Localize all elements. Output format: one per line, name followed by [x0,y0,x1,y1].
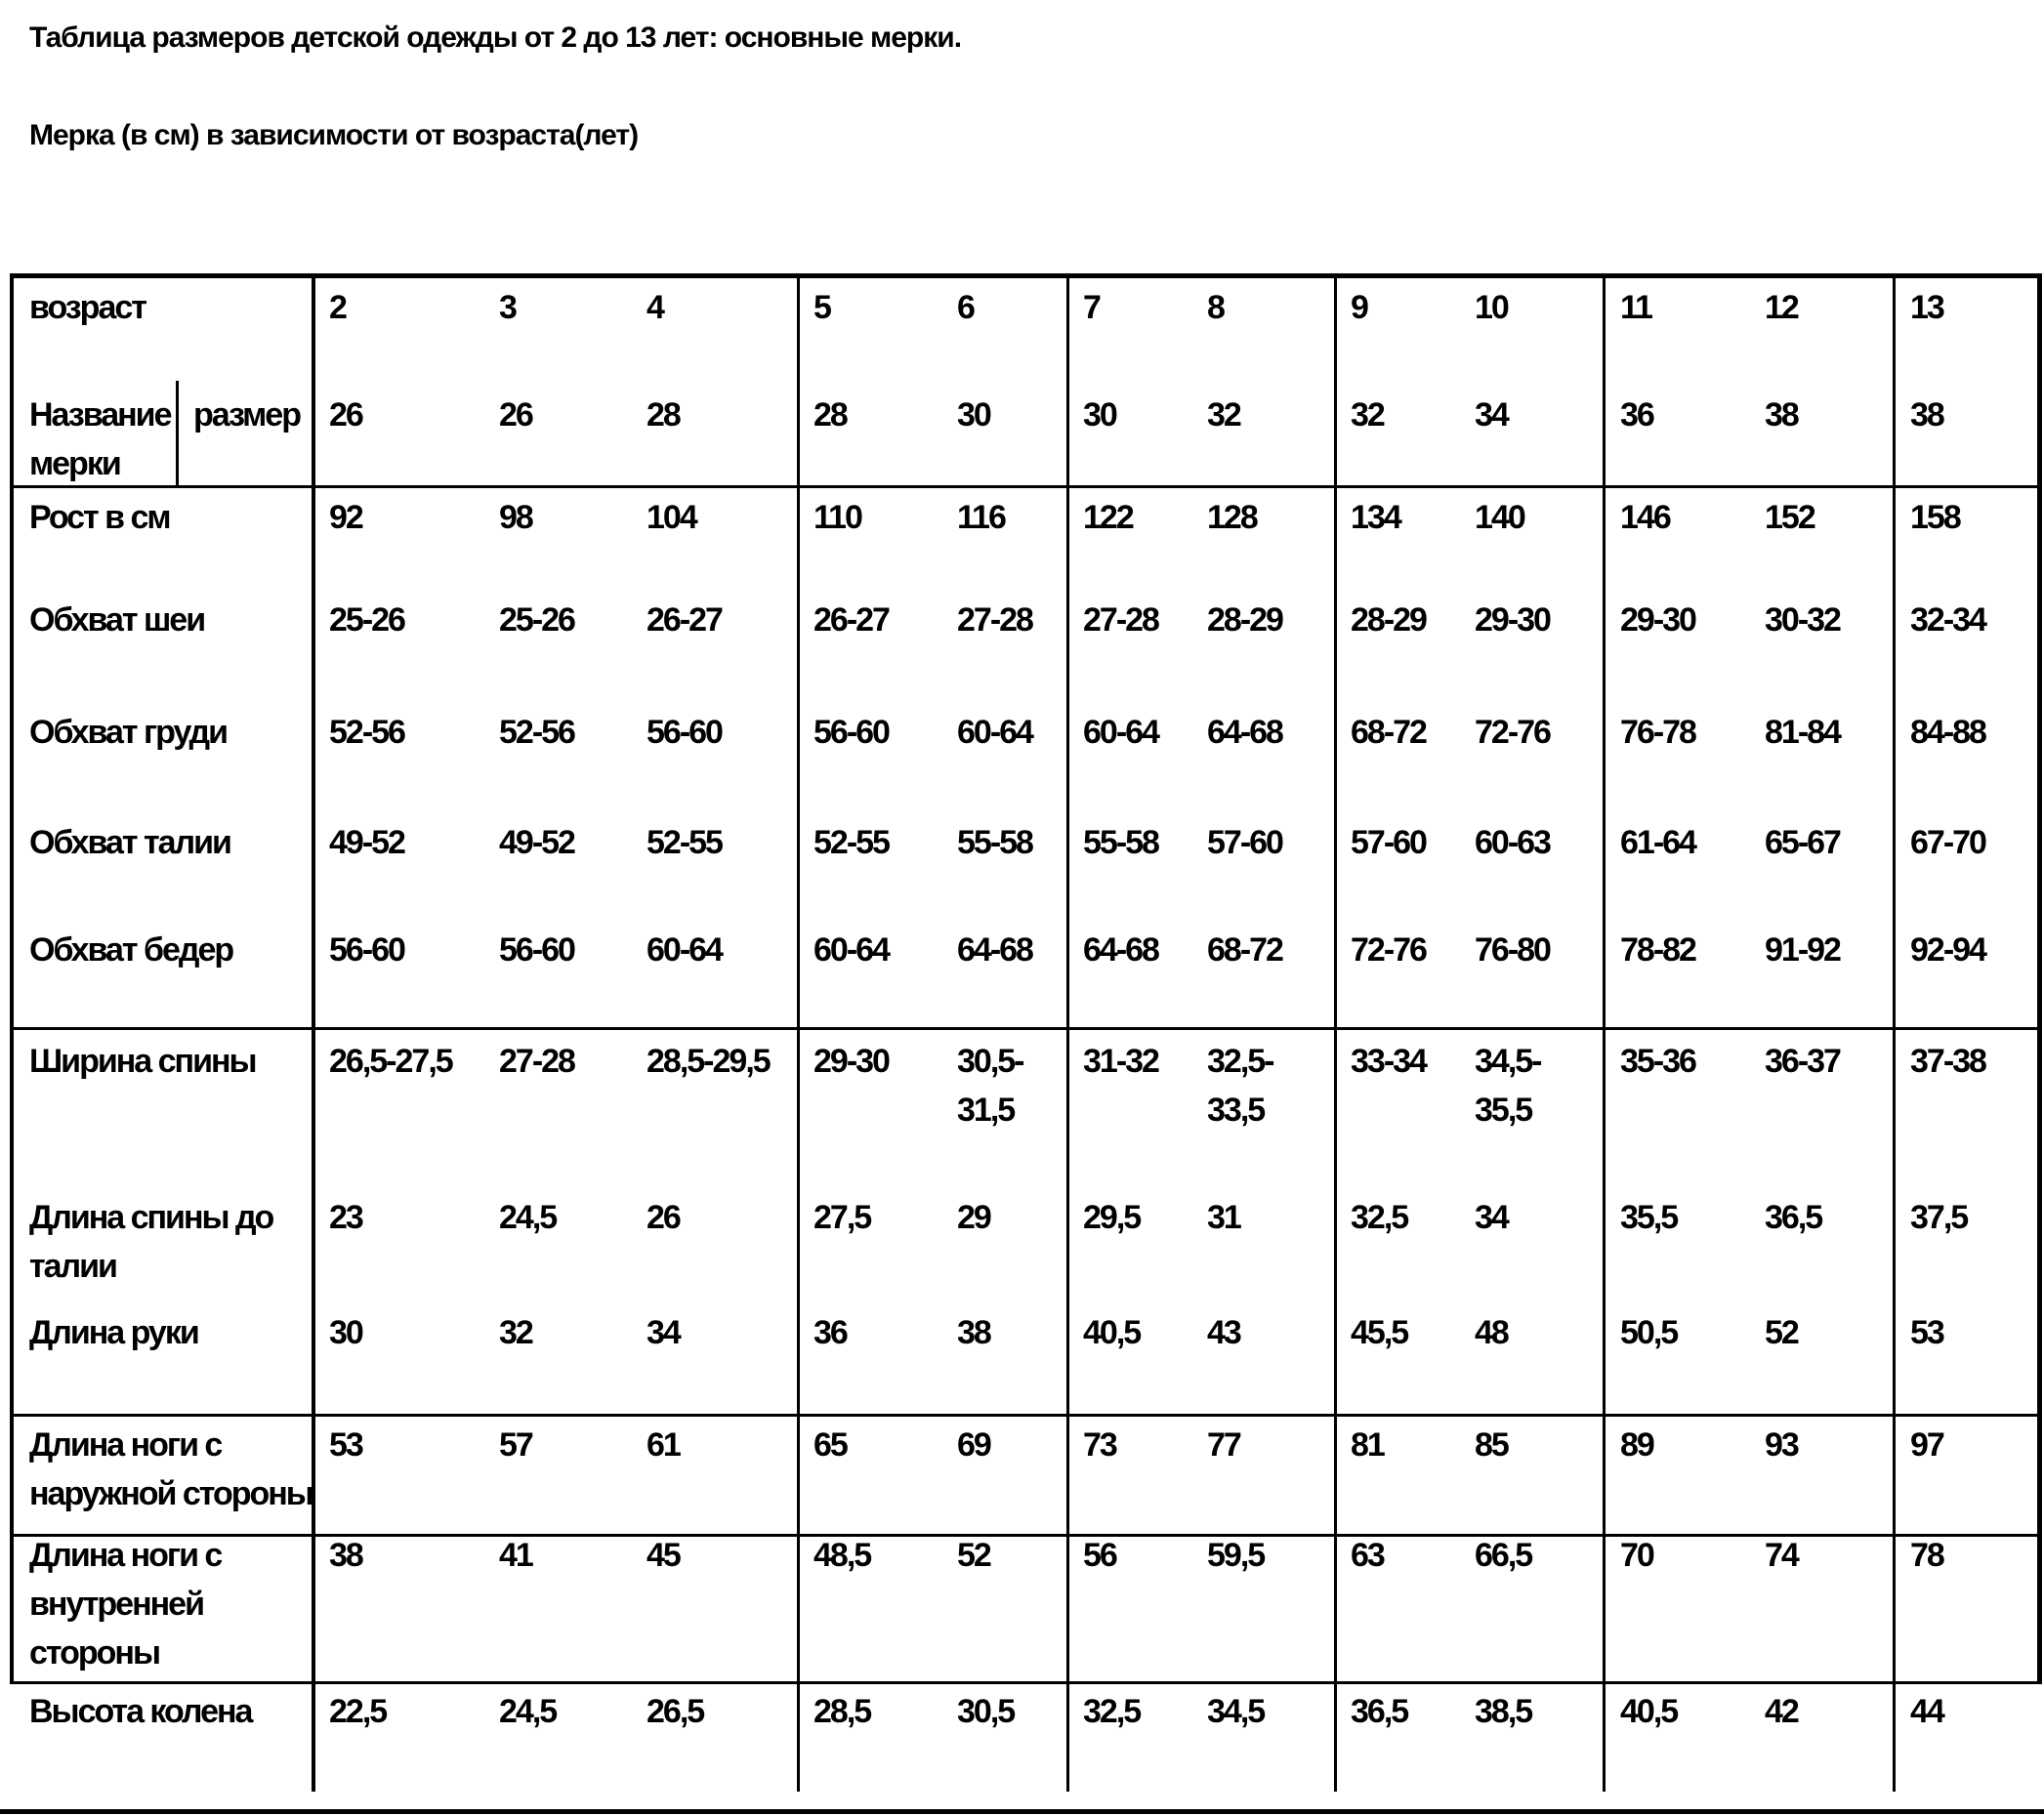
measure-value: 93 [1765,1426,1798,1464]
age-value: 10 [1475,289,1508,326]
size-value: 32 [1207,396,1240,433]
measure-label: внутренней [29,1586,203,1623]
measure-value: 78 [1910,1537,1943,1574]
measure-value: 31 [1207,1199,1240,1236]
measure-value: 28-29 [1207,601,1282,639]
size-value: 30 [1083,396,1116,433]
measure-value: 50,5 [1620,1314,1678,1351]
size-value: 38 [1910,396,1943,433]
measure-value: 29-30 [813,1043,889,1080]
measure-value: 152 [1765,499,1815,536]
measure-value: 66,5 [1475,1537,1532,1574]
measure-value: 31,5 [957,1092,1015,1129]
measure-value: 36-37 [1765,1043,1840,1080]
column-divider [1334,273,1337,1792]
label-split-divider [176,381,179,488]
measure-value: 69 [957,1426,990,1464]
measure-value: 32,5- [1207,1043,1273,1080]
table-left-border [10,273,14,1684]
measure-value: 30,5 [957,1693,1015,1730]
measure-label: стороны [29,1634,159,1672]
measure-value: 32-34 [1910,601,1985,639]
column-divider [312,273,315,1792]
measure-value: 52-56 [329,714,404,751]
size-value: 26 [329,396,362,433]
column-divider [797,273,800,1792]
measure-value: 61 [647,1426,680,1464]
measure-value: 30,5- [957,1043,1023,1080]
measure-value: 74 [1765,1537,1798,1574]
column-divider [1603,273,1606,1792]
measure-value: 134 [1351,499,1400,536]
measure-value: 45 [647,1537,680,1574]
measure-value: 56-60 [813,714,889,751]
measure-label: талии [29,1248,116,1285]
measure-value: 67-70 [1910,824,1985,861]
size-value: 26 [499,396,532,433]
measure-value: 29,5 [1083,1199,1141,1236]
measure-value: 60-64 [1083,714,1158,751]
measure-value: 33-34 [1351,1043,1426,1080]
measure-value: 35,5 [1620,1199,1678,1236]
measure-value: 110 [813,499,861,536]
measure-value: 34 [647,1314,680,1351]
measure-value: 36,5 [1765,1199,1822,1236]
measure-value: 77 [1207,1426,1240,1464]
measure-value: 140 [1475,499,1524,536]
measure-value: 52 [1765,1314,1798,1351]
measure-value: 52 [957,1537,990,1574]
measure-value: 76-78 [1620,714,1695,751]
measure-label: Длина ноги с [29,1537,222,1574]
size-value: 32 [1351,396,1384,433]
age-value: 8 [1207,289,1224,326]
measure-value: 24,5 [499,1199,557,1236]
measure-value: 23 [329,1199,362,1236]
measure-value: 76-80 [1475,931,1550,969]
age-value: 7 [1083,289,1100,326]
measure-value: 89 [1620,1426,1653,1464]
measure-value: 57-60 [1351,824,1426,861]
measure-value: 44 [1910,1693,1943,1730]
age-value: 5 [813,289,830,326]
age-value: 9 [1351,289,1367,326]
measure-value: 158 [1910,499,1960,536]
column-divider [1066,273,1069,1792]
age-value: 13 [1910,289,1943,326]
measure-value: 116 [957,499,1005,536]
measure-value: 32 [499,1314,532,1351]
measure-value: 27-28 [499,1043,574,1080]
measure-value: 60-64 [957,714,1032,751]
measure-value: 29 [957,1199,990,1236]
measure-value: 91-92 [1765,931,1840,969]
measure-label: Длина ноги с [29,1426,222,1464]
measure-value: 30 [329,1314,362,1351]
measure-value: 49-52 [329,824,404,861]
measure-value: 34,5 [1207,1693,1265,1730]
measure-value: 26,5-27,5 [329,1043,452,1080]
measure-name-label: мерки [29,445,120,482]
measure-value: 28-29 [1351,601,1426,639]
measure-value: 84-88 [1910,714,1985,751]
measure-value: 38 [957,1314,990,1351]
measure-value: 25-26 [329,601,404,639]
measure-value: 24,5 [499,1693,557,1730]
measure-name-label: Название [29,396,171,433]
measure-value: 56 [1083,1537,1116,1574]
age-value: 6 [957,289,974,326]
measure-label: Ширина спины [29,1043,256,1080]
size-value: 38 [1765,396,1798,433]
measure-value: 37-38 [1910,1043,1985,1080]
measure-value: 36 [813,1314,847,1351]
measure-value: 72-76 [1475,714,1550,751]
measure-value: 38 [329,1537,362,1574]
measure-value: 27,5 [813,1199,871,1236]
measure-value: 56-60 [499,931,574,969]
measure-value: 53 [1910,1314,1943,1351]
measure-value: 27-28 [1083,601,1158,639]
measure-value: 25-26 [499,601,574,639]
measure-value: 70 [1620,1537,1653,1574]
measure-value: 92 [329,499,362,536]
measure-label: Длина руки [29,1314,198,1351]
measure-value: 45,5 [1351,1314,1408,1351]
measure-value: 28,5 [813,1693,871,1730]
measure-value: 28,5-29,5 [647,1043,770,1080]
measure-value: 78-82 [1620,931,1695,969]
measure-value: 73 [1083,1426,1116,1464]
measure-value: 65 [813,1426,847,1464]
measure-value: 122 [1083,499,1133,536]
page-title: Таблица размеров детской одежды от 2 до 13 лет: основные мерки. [29,21,962,54]
measure-value: 49-52 [499,824,574,861]
measure-value: 85 [1475,1426,1508,1464]
measure-label: Рост в см [29,499,170,536]
measure-value: 98 [499,499,532,536]
measure-value: 92-94 [1910,931,1985,969]
measure-value: 34 [1475,1199,1508,1236]
measure-value: 43 [1207,1314,1240,1351]
measure-value: 64-68 [957,931,1032,969]
measure-value: 65-67 [1765,824,1840,861]
age-value: 11 [1620,289,1651,326]
measure-value: 64-68 [1207,714,1282,751]
measure-value: 27-28 [957,601,1032,639]
measure-value: 57-60 [1207,824,1282,861]
measure-value: 29-30 [1475,601,1550,639]
measure-value: 60-64 [813,931,889,969]
measure-value: 56-60 [329,931,404,969]
measure-value: 68-72 [1207,931,1282,969]
measure-value: 36,5 [1351,1693,1408,1730]
column-divider [1893,273,1896,1792]
measure-value: 128 [1207,499,1257,536]
page-subtitle: Мерка (в см) в зависимости от возраста(лет) [29,119,639,151]
measure-label: Обхват шеи [29,601,205,639]
measure-value: 52-55 [813,824,889,861]
measure-value: 32,5 [1083,1693,1141,1730]
measure-label: наружной стороны [29,1475,313,1512]
measure-value: 26-27 [813,601,889,639]
measure-value: 40,5 [1620,1693,1678,1730]
size-label: размер [193,396,300,433]
measure-value: 42 [1765,1693,1798,1730]
measure-value: 29-30 [1620,601,1695,639]
measure-value: 32,5 [1351,1199,1408,1236]
measure-value: 52-56 [499,714,574,751]
measure-value: 104 [647,499,696,536]
measure-value: 81-84 [1765,714,1840,751]
measure-value: 26-27 [647,601,722,639]
measure-value: 35-36 [1620,1043,1695,1080]
measure-value: 40,5 [1083,1314,1141,1351]
size-value: 28 [647,396,680,433]
table-right-border [2037,273,2042,1684]
measure-label: Обхват бедер [29,931,233,969]
measure-value: 48,5 [813,1537,871,1574]
measure-value: 60-64 [647,931,722,969]
age-value: 2 [329,289,346,326]
measure-value: 55-58 [957,824,1032,861]
measure-value: 31-32 [1083,1043,1158,1080]
age-value: 3 [499,289,516,326]
measure-value: 22,5 [329,1693,387,1730]
measure-value: 30-32 [1765,601,1840,639]
measure-value: 56-60 [647,714,722,751]
measure-value: 81 [1351,1426,1384,1464]
measure-value: 63 [1351,1537,1384,1574]
size-value: 28 [813,396,847,433]
measure-value: 26,5 [647,1693,704,1730]
measure-value: 38,5 [1475,1693,1532,1730]
measure-value: 52-55 [647,824,722,861]
measure-label: Обхват талии [29,824,230,861]
age-value: 4 [647,289,663,326]
measure-value: 35,5 [1475,1092,1532,1129]
measure-value: 55-58 [1083,824,1158,861]
measure-value: 34,5- [1475,1043,1541,1080]
measure-label: Длина спины до [29,1199,273,1236]
age-row-label: возраст [29,289,146,326]
measure-value: 48 [1475,1314,1508,1351]
size-value: 30 [957,396,990,433]
measure-value: 57 [499,1426,532,1464]
age-value: 12 [1765,289,1798,326]
size-value: 34 [1475,396,1508,433]
measure-label: Высота колена [29,1693,252,1730]
measure-value: 72-76 [1351,931,1426,969]
measure-value: 26 [647,1199,680,1236]
measure-label: Обхват груди [29,714,227,751]
measure-value: 33,5 [1207,1092,1265,1129]
measure-value: 37,5 [1910,1199,1968,1236]
measure-value: 68-72 [1351,714,1426,751]
measure-value: 53 [329,1426,362,1464]
measure-value: 60-63 [1475,824,1550,861]
measure-value: 64-68 [1083,931,1158,969]
table-bottom-border [0,1809,2044,1814]
measure-value: 59,5 [1207,1537,1265,1574]
measure-value: 97 [1910,1426,1943,1464]
measure-value: 41 [499,1537,532,1574]
measure-value: 146 [1620,499,1670,536]
measure-value: 61-64 [1620,824,1695,861]
size-value: 36 [1620,396,1653,433]
